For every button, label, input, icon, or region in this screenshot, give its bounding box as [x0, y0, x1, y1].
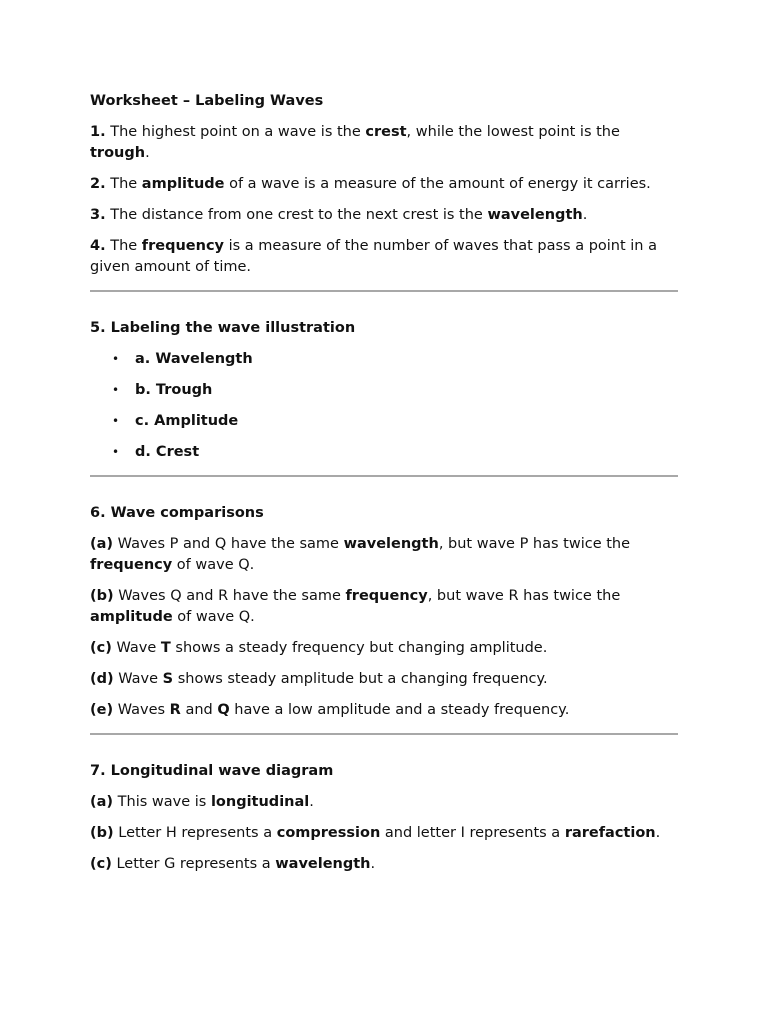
question-number: 3.: [90, 207, 106, 223]
comparison-c: (c) Wave T shows a steady frequency but changing amplitude.: [90, 640, 548, 656]
section-divider: [90, 475, 678, 477]
question-4: 4. The frequency is a measure of the number of waves that pass a point in a given amount of time.: [90, 238, 657, 275]
question-number: 1.: [90, 124, 106, 140]
section-5-title: 5. Labeling the wave illustration: [90, 320, 356, 336]
item-label: (a): [90, 794, 114, 810]
question-number: 2.: [90, 176, 106, 192]
answer-term: amplitude: [141, 176, 225, 192]
answer-term: trough: [90, 145, 146, 161]
section-6-title: 6. Wave comparisons: [90, 505, 264, 521]
worksheet-title: Worksheet – Labeling Waves: [90, 93, 324, 109]
list-item: • b. Trough: [112, 380, 678, 401]
comparison-e: (e) Waves R and Q have a low amplitude and a steady frequency.: [90, 702, 570, 718]
longitudinal-a: (a) This wave is longitudinal.: [90, 794, 314, 810]
list-item: • a. Wavelength: [112, 349, 678, 370]
bullet-icon: •: [112, 352, 120, 366]
answer-term: rarefaction: [564, 825, 656, 841]
item-label: (c): [90, 640, 112, 656]
question-number: 4.: [90, 238, 106, 254]
section-7-title: 7. Longitudinal wave diagram: [90, 763, 334, 779]
comparison-b: (b) Waves Q and R have the same frequency, but wave R has twice the amplitude of wave Q.: [90, 588, 621, 625]
bullet-icon: •: [112, 445, 120, 459]
comparison-a: (a) Waves P and Q have the same wavelength, but wave P has twice the frequency of wave Q.: [90, 536, 631, 573]
list-item: • c. Amplitude: [112, 411, 678, 432]
answer-term: S: [162, 671, 174, 687]
item-label: (e): [90, 702, 114, 718]
answer-term: compression: [276, 825, 381, 841]
list-item: • d. Crest: [112, 442, 678, 463]
comparison-d: (d) Wave S shows steady amplitude but a changing frequency.: [90, 671, 548, 687]
section-divider: [90, 733, 678, 735]
answer-term: wavelength: [487, 207, 583, 223]
answer-term: frequency: [90, 557, 173, 573]
question-1: 1. The highest point on a wave is the crest, while the lowest point is the trough.: [90, 124, 620, 161]
item-label: (d): [90, 671, 114, 687]
longitudinal-c: (c) Letter G represents a wavelength.: [90, 856, 376, 872]
worksheet-page: [90, 91, 678, 885]
answer-term: T: [160, 640, 171, 656]
wave-labels-list: [90, 349, 678, 463]
question-3: 3. The distance from one crest to the next crest is the wavelength.: [90, 207, 588, 223]
answer-term: longitudinal: [210, 794, 310, 810]
item-label: (b): [90, 588, 114, 604]
answer-term: frequency: [345, 588, 428, 604]
answer-term: crest: [365, 124, 407, 140]
item-label: (a): [90, 536, 114, 552]
bullet-icon: •: [112, 383, 120, 397]
answer-term: frequency: [141, 238, 224, 254]
answer-term: wavelength: [343, 536, 439, 552]
answer-term: wavelength: [275, 856, 371, 872]
answer-term: R: [169, 702, 181, 718]
bullet-icon: •: [112, 414, 120, 428]
item-label: (c): [90, 856, 112, 872]
item-label: (b): [90, 825, 114, 841]
question-2: 2. The amplitude of a wave is a measure of the amount of energy it carries.: [90, 176, 651, 192]
section-divider: [90, 290, 678, 292]
answer-term: Q: [217, 702, 230, 718]
longitudinal-b: (b) Letter H represents a compression and letter I represents a rarefaction.: [90, 825, 661, 841]
answer-term: amplitude: [90, 609, 173, 625]
